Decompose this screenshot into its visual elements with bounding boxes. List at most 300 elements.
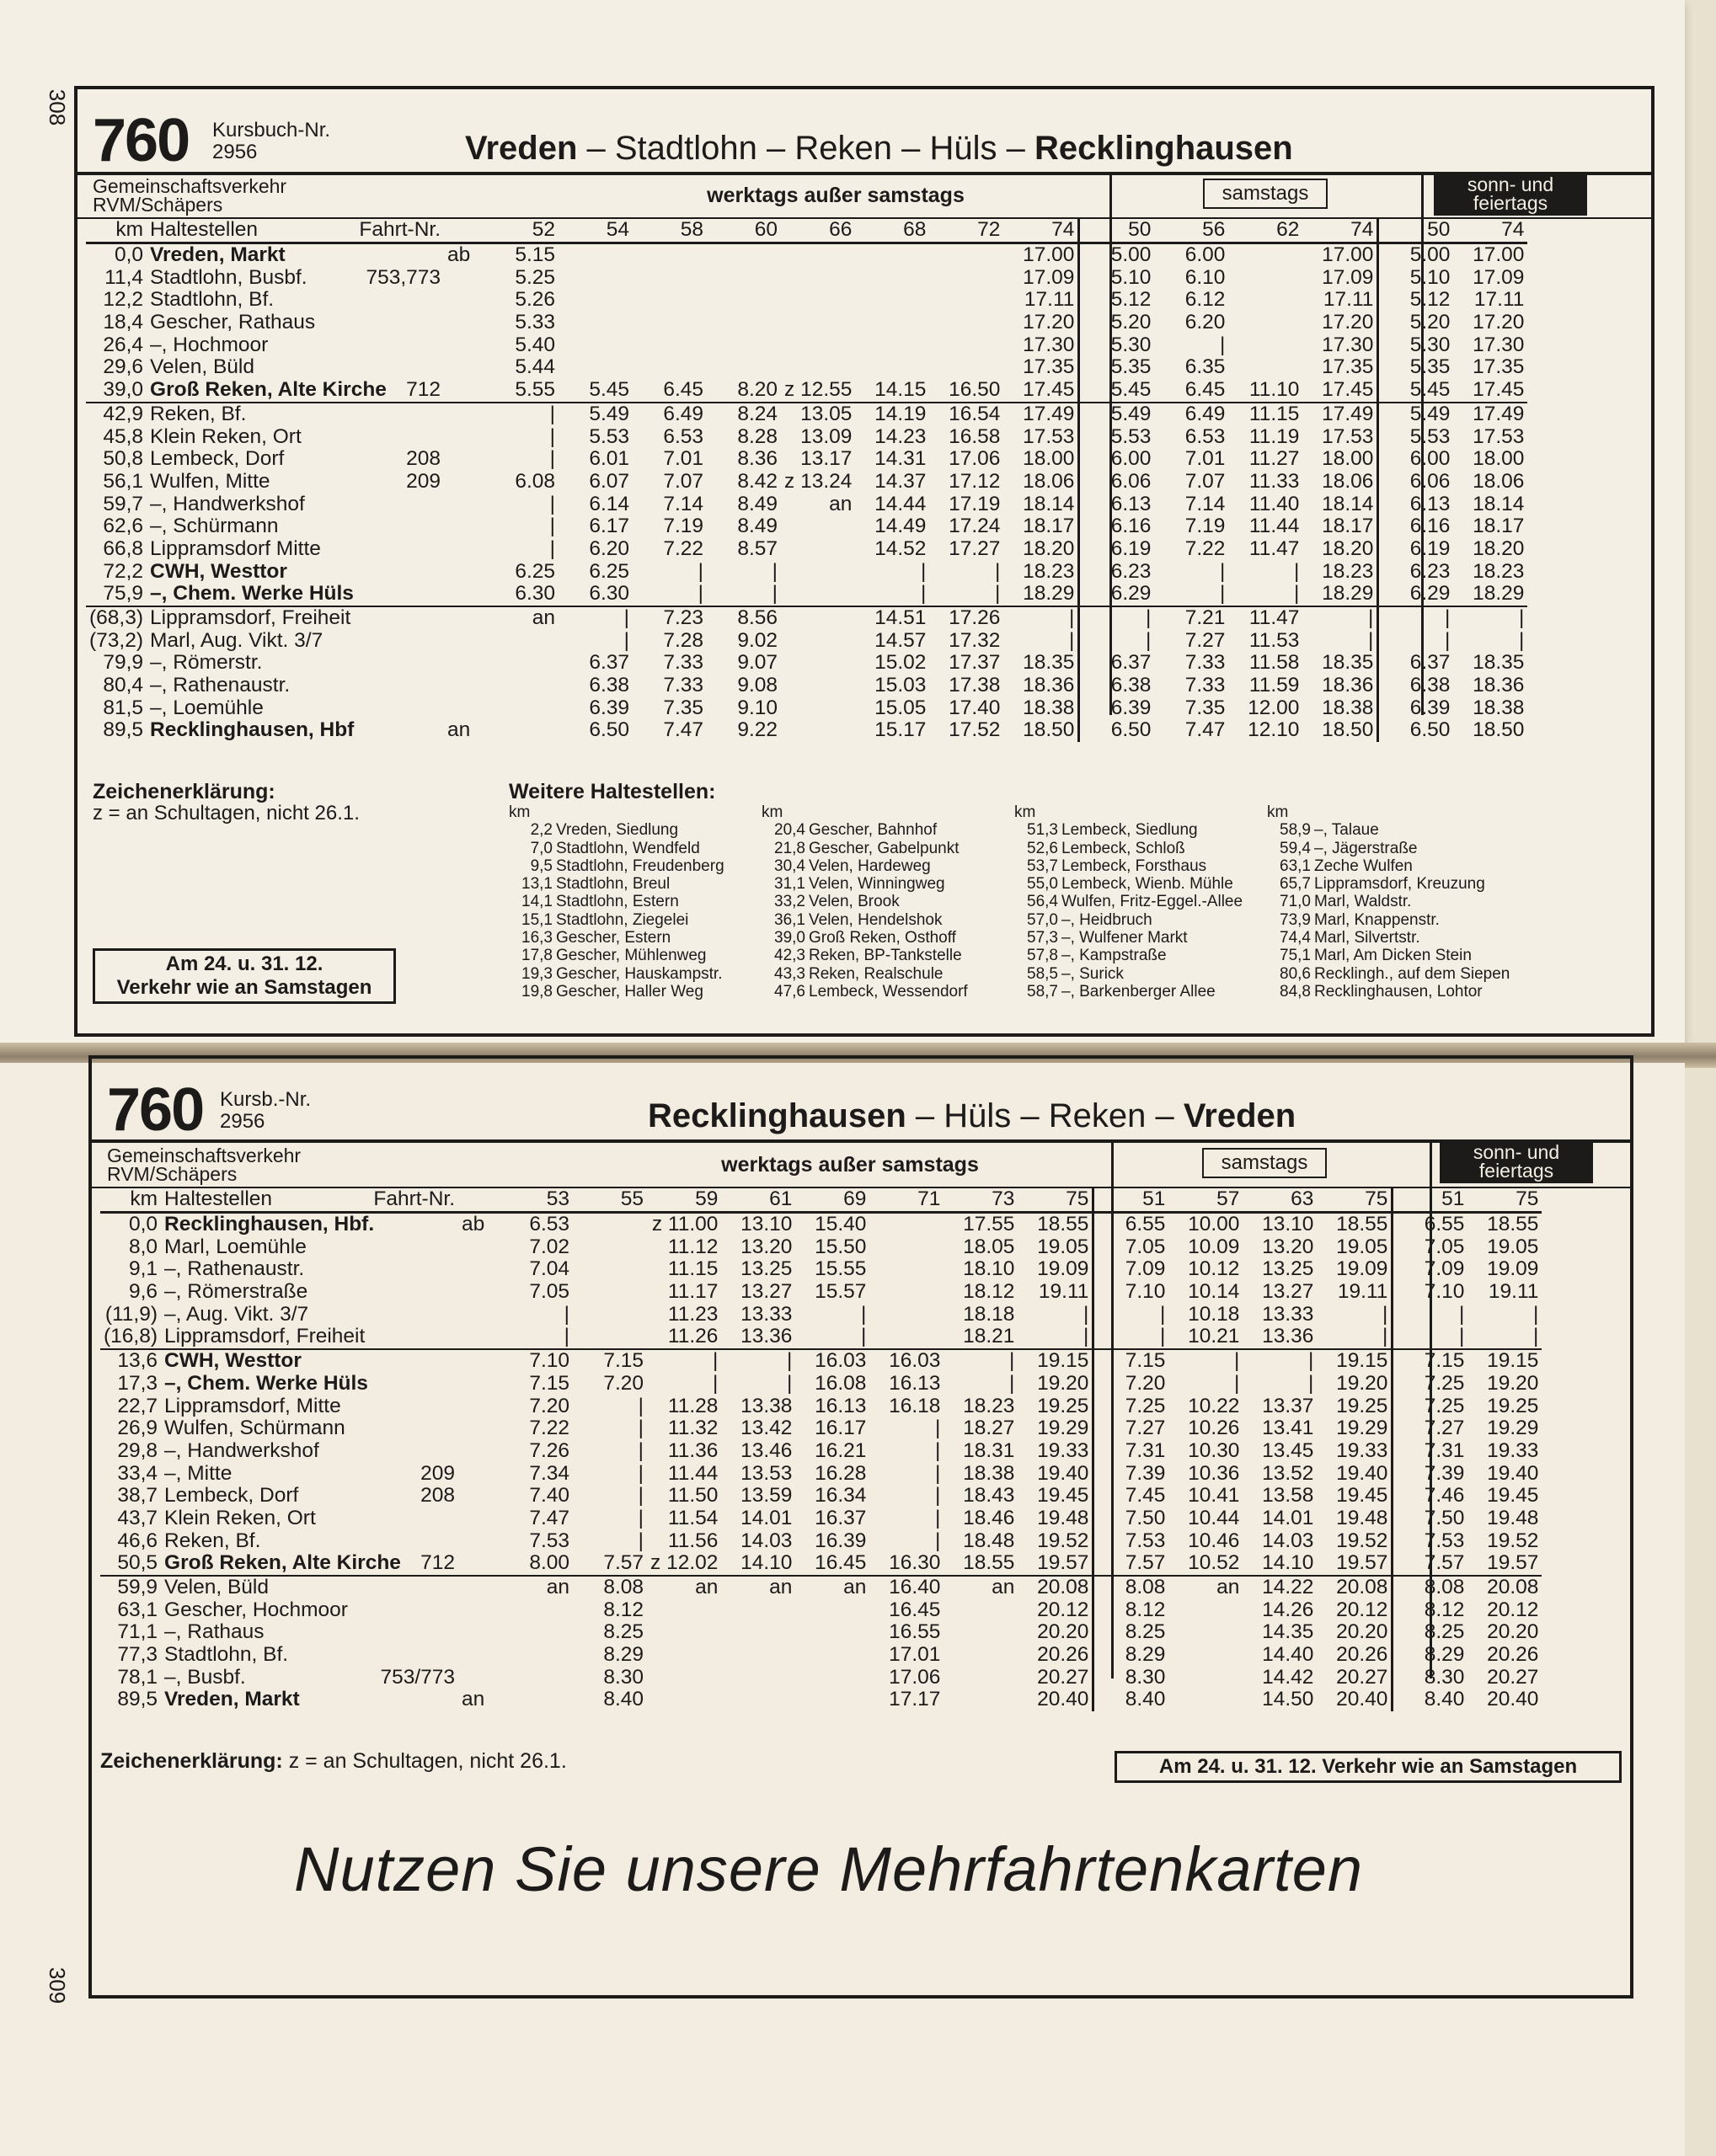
departure-time: 17.38 xyxy=(949,674,1001,697)
departure-time: | xyxy=(638,1484,644,1508)
holiday-note xyxy=(93,948,396,1004)
departure-time: | xyxy=(1083,1302,1089,1326)
departure-time: 20.27 xyxy=(1487,1665,1539,1689)
ab-an-marker xyxy=(444,403,484,426)
stop-name xyxy=(161,1644,458,1667)
stop-name: Marl, Knappenstr. xyxy=(1314,910,1440,929)
departure-time: 13.10 xyxy=(740,1213,793,1236)
km-value: 63,1 xyxy=(1280,857,1311,875)
trip-number: 52 xyxy=(532,218,556,242)
timetable-outbound xyxy=(86,219,1527,742)
departure-time: 18.23 xyxy=(1322,559,1374,583)
departure-time: 5.12 xyxy=(1079,289,1155,312)
departure-time xyxy=(1228,243,1302,266)
departure-time: 11.32 xyxy=(667,1417,719,1440)
stop-name: Velen, Winningweg xyxy=(809,875,945,894)
timetable-panel-outbound xyxy=(74,86,1655,1037)
departure-time: 15.05 xyxy=(874,696,927,719)
list-item xyxy=(762,840,968,857)
km-value: 26,4 xyxy=(103,333,144,356)
holiday-note-line-1: Am 24. u. 31. 12. xyxy=(165,953,323,975)
stop-label: Lippramsdorf, Freiheit xyxy=(150,606,351,630)
departure-time: 6.55 xyxy=(1093,1212,1169,1235)
trip-number: 51 xyxy=(1393,1188,1468,1212)
departure-time xyxy=(647,1644,721,1667)
table-row xyxy=(86,266,1527,289)
departure-time xyxy=(499,1598,573,1621)
table-row xyxy=(100,1235,1542,1258)
departure-time xyxy=(781,356,855,379)
stop-name: Stadtlohn, Breul xyxy=(556,875,671,894)
stop-name: –, Kampstraße xyxy=(1061,947,1167,965)
ab-an-marker xyxy=(458,1281,499,1304)
ab-an-marker xyxy=(458,1373,499,1396)
stop-label: –, Römerstraße xyxy=(164,1280,308,1304)
departure-time: z 12.02 xyxy=(647,1552,721,1576)
departure-time: 8.42 xyxy=(737,469,778,493)
stop-name: Velen, Hendelshok xyxy=(809,910,943,929)
departure-time: | xyxy=(1378,606,1454,630)
km-value: 78,1 xyxy=(117,1665,158,1689)
table-row xyxy=(100,1258,1542,1281)
departure-time: 6.30 xyxy=(484,583,559,606)
departure-time: 7.10 xyxy=(1393,1281,1468,1304)
table-row xyxy=(100,1281,1542,1304)
stop-name xyxy=(147,243,444,266)
ab-an-marker xyxy=(444,379,484,403)
list-item xyxy=(1014,875,1243,893)
departure-time: | xyxy=(995,559,1001,583)
departure-time: 13.36 xyxy=(1243,1326,1317,1349)
km-value: 29,6 xyxy=(103,355,144,379)
departure-time xyxy=(559,312,633,334)
table-row xyxy=(100,1212,1542,1235)
departure-time: 18.50 xyxy=(1473,718,1525,742)
departure-time: 5.26 xyxy=(515,288,556,312)
departure-time xyxy=(855,243,929,266)
departure-time: 18.20 xyxy=(1023,536,1075,560)
departure-time: 14.42 xyxy=(1262,1665,1314,1689)
departure-time: 8.30 xyxy=(603,1665,644,1689)
departure-time: 7.05 xyxy=(1093,1235,1169,1258)
ab-an-marker xyxy=(458,1508,499,1530)
departure-time: 7.40 xyxy=(529,1484,570,1508)
departure-time: 13.59 xyxy=(740,1484,793,1508)
km-value: 17,3 xyxy=(117,1371,158,1395)
departure-time: 18.12 xyxy=(963,1280,1015,1304)
km-value: 57,8 xyxy=(1027,947,1058,965)
departure-time: 19.33 xyxy=(1336,1438,1388,1462)
departure-time: 7.27 xyxy=(1393,1417,1468,1440)
departure-time xyxy=(781,312,855,334)
stop-name xyxy=(147,515,444,538)
list-item xyxy=(1267,965,1510,983)
departure-time: 6.19 xyxy=(1378,538,1454,561)
table-row xyxy=(86,606,1527,630)
departure-time: | xyxy=(1069,606,1075,630)
departure-time: 7.33 xyxy=(1184,651,1226,675)
departure-time: | xyxy=(1079,606,1155,630)
stop-label: Vreden, Markt xyxy=(164,1688,300,1711)
km-value: 73,9 xyxy=(1280,910,1311,929)
departure-time: | xyxy=(1093,1326,1169,1349)
trip-number: 73 xyxy=(992,1187,1015,1211)
departure-time: | xyxy=(1294,559,1300,583)
stop-name: –, Talaue xyxy=(1314,821,1379,840)
stop-name xyxy=(161,1440,458,1463)
stop-name xyxy=(161,1303,458,1326)
departure-time: 16.34 xyxy=(815,1484,867,1508)
departure-time: 16.58 xyxy=(949,424,1001,448)
departure-time xyxy=(559,289,633,312)
departure-time: | xyxy=(633,583,707,606)
departure-time: | xyxy=(549,515,556,538)
departure-time: 7.31 xyxy=(1093,1440,1169,1463)
km-value: 18,4 xyxy=(103,311,144,334)
departure-time xyxy=(633,334,707,356)
departure-time: 6.39 xyxy=(589,696,630,719)
ab-an-marker xyxy=(444,448,484,471)
departure-time xyxy=(707,312,781,334)
departure-time: 13.33 xyxy=(1262,1302,1314,1326)
kursbuch-number xyxy=(212,120,330,163)
departure-time: 6.37 xyxy=(589,651,630,675)
departure-time: 6.45 xyxy=(1154,379,1228,403)
departure-time: 11.59 xyxy=(1248,674,1300,697)
km-value: 57,0 xyxy=(1027,910,1058,929)
departure-time: 7.57 xyxy=(1093,1552,1169,1576)
list-item xyxy=(509,821,724,839)
km-value: (68,3) xyxy=(89,606,144,630)
group-saturdays: samstags xyxy=(1202,1148,1327,1178)
departure-time: 6.29 xyxy=(1079,583,1155,606)
stop-label: –, Rathaus xyxy=(164,1620,265,1644)
departure-time xyxy=(855,356,929,379)
departure-time: 17.12 xyxy=(949,469,1001,493)
departure-time xyxy=(707,266,781,289)
departure-time: | xyxy=(1220,333,1226,356)
stop-name xyxy=(161,1576,458,1599)
departure-time: 19.29 xyxy=(1487,1417,1539,1440)
list-item xyxy=(762,857,968,875)
departure-time: 18.29 xyxy=(1453,583,1527,606)
departure-time: | xyxy=(1079,629,1155,652)
ab-an-marker xyxy=(444,493,484,515)
departure-time: 7.50 xyxy=(1093,1508,1169,1530)
km-value: 33,4 xyxy=(117,1461,158,1485)
departure-time: 17.52 xyxy=(949,718,1001,742)
list-item xyxy=(1267,983,1510,1001)
departure-time: 17.24 xyxy=(949,515,1001,538)
operator-line-1: Gemeinschaftsverkehr xyxy=(93,175,287,197)
list-item xyxy=(1267,875,1510,893)
departure-time: 6.38 xyxy=(1378,675,1454,697)
departure-time: 12.10 xyxy=(1248,718,1300,742)
stop-name xyxy=(147,675,444,697)
departure-time xyxy=(1228,356,1302,379)
km-value: 9,5 xyxy=(530,857,553,875)
departure-time: 18.14 xyxy=(1322,492,1374,515)
departure-time: 7.39 xyxy=(1393,1462,1468,1485)
km-value: 89,5 xyxy=(117,1688,158,1711)
departure-time: 19.25 xyxy=(1336,1394,1388,1417)
stop-name xyxy=(161,1462,458,1485)
table-row xyxy=(100,1529,1542,1552)
trip-number: 55 xyxy=(620,1187,644,1211)
departure-time: 7.53 xyxy=(1093,1529,1169,1552)
departure-time: 16.03 xyxy=(889,1349,941,1373)
line-number: 760 xyxy=(93,107,190,174)
departure-time: 19.57 xyxy=(1467,1552,1542,1576)
departure-time: 6.13 xyxy=(1079,493,1155,515)
departure-time: 19.09 xyxy=(1336,1257,1388,1281)
departure-time: | xyxy=(549,536,556,560)
departure-time: 11.12 xyxy=(667,1235,719,1258)
departure-time: 18.17 xyxy=(1473,515,1525,538)
route-title xyxy=(648,1097,1296,1135)
departure-time: 17.11 xyxy=(1473,288,1525,312)
stop-name: –, Barkenberger Allee xyxy=(1061,982,1216,1001)
departure-time: 18.38 xyxy=(1473,696,1525,719)
departure-time: 13.09 xyxy=(800,424,853,448)
departure-time: 17.53 xyxy=(1322,424,1374,448)
departure-time: 13.41 xyxy=(1262,1417,1314,1440)
departure-time xyxy=(781,652,855,675)
departure-time: 7.04 xyxy=(529,1257,570,1281)
connection-ref: 753/773 xyxy=(380,1665,456,1689)
departure-time: 13.20 xyxy=(1262,1235,1314,1258)
departure-time: 18.46 xyxy=(963,1506,1015,1529)
departure-time: z 11.00 xyxy=(651,1213,719,1236)
timetable-inbound xyxy=(100,1188,1542,1711)
departure-time xyxy=(484,629,559,652)
stop-name xyxy=(147,289,444,312)
departure-time: 18.55 xyxy=(1487,1213,1539,1236)
list-item xyxy=(1267,893,1510,910)
departure-time: 10.44 xyxy=(1188,1506,1240,1529)
stop-name: Lembeck, Wienb. Mühle xyxy=(1061,875,1233,894)
departure-time xyxy=(499,1666,573,1689)
stop-name: Marl, Silvertstr. xyxy=(1314,929,1420,947)
departure-time: 17.49 xyxy=(1473,402,1525,425)
departure-time: 7.57 xyxy=(573,1552,647,1576)
departure-time: 6.53 xyxy=(1184,424,1226,448)
stop-label: Velen, Büld xyxy=(164,1576,269,1599)
departure-time: 19.25 xyxy=(1037,1394,1089,1417)
departure-time: 8.29 xyxy=(1093,1644,1169,1667)
departure-time: an xyxy=(992,1576,1015,1599)
departure-time: 16.17 xyxy=(815,1417,867,1440)
trip-number: 75 xyxy=(1066,1187,1089,1211)
departure-time: 6.10 xyxy=(1184,265,1226,289)
stop-name xyxy=(161,1281,458,1304)
departure-time: 14.31 xyxy=(874,447,927,471)
km-value: 14,1 xyxy=(521,893,553,911)
departure-time: 14.22 xyxy=(1262,1576,1314,1599)
list-item xyxy=(762,929,968,947)
departure-time: | xyxy=(787,1349,793,1373)
legend-title: Zeichenerklärung: xyxy=(100,1749,283,1773)
table-row xyxy=(100,1621,1542,1644)
departure-time: 5.10 xyxy=(1079,266,1155,289)
col-stop-label: Haltestellen xyxy=(164,1187,273,1211)
km-value: 80,4 xyxy=(103,674,144,697)
departure-time xyxy=(781,583,855,606)
table-row xyxy=(86,629,1527,652)
list-item xyxy=(509,857,724,875)
stop-label: –, Schürmann xyxy=(150,515,279,538)
departure-time: 11.44 xyxy=(667,1461,719,1485)
km-value: 2,2 xyxy=(530,821,553,840)
departure-time: 7.15 xyxy=(529,1371,570,1395)
stop-name: Groß Reken, Osthoff xyxy=(809,929,956,947)
km-value: 80,6 xyxy=(1280,964,1311,983)
departure-time: 18.35 xyxy=(1023,651,1075,675)
list-item xyxy=(509,875,724,893)
list-item xyxy=(509,965,724,983)
route-part: Recklinghausen xyxy=(1034,130,1293,167)
departure-time: 7.07 xyxy=(1184,469,1226,493)
departure-time: 8.30 xyxy=(1093,1666,1169,1689)
departure-time: 7.20 xyxy=(603,1371,644,1395)
departure-time: | xyxy=(713,1349,719,1373)
departure-time: 11.26 xyxy=(647,1326,721,1349)
departure-time: 18.55 xyxy=(944,1552,1018,1576)
departure-time: 8.36 xyxy=(737,447,778,471)
departure-time: 6.50 xyxy=(589,718,630,742)
departure-time: 7.15 xyxy=(603,1349,644,1373)
departure-time: 6.13 xyxy=(1378,493,1454,515)
departure-time xyxy=(484,696,559,719)
table-row xyxy=(86,379,1527,403)
departure-time: 7.02 xyxy=(529,1235,570,1258)
stop-name: Gescher, Hauskampstr. xyxy=(556,964,723,983)
departure-time xyxy=(573,1258,647,1281)
stop-name: Lembeck, Siedlung xyxy=(1061,821,1198,840)
departure-time: 15.03 xyxy=(874,674,927,697)
departure-time: 20.12 xyxy=(1487,1598,1539,1621)
stop-name: –, Jägerstraße xyxy=(1314,839,1418,857)
departure-time: 5.45 xyxy=(559,379,633,403)
departure-time: 13.05 xyxy=(800,402,853,425)
stop-name: Stadtlohn, Estern xyxy=(556,893,679,911)
departure-time: 17.37 xyxy=(949,651,1001,675)
stop-label: –, Loemühle xyxy=(150,696,264,719)
departure-time xyxy=(484,675,559,697)
connection-ref: 208 xyxy=(406,447,441,471)
departure-time: 19.40 xyxy=(1037,1461,1089,1485)
km-value: 8,0 xyxy=(128,1235,158,1258)
departure-time xyxy=(633,266,707,289)
stop-name: Velen, Hardeweg xyxy=(809,857,931,875)
departure-time: 19.48 xyxy=(1487,1506,1539,1529)
departure-time: 7.09 xyxy=(1093,1258,1169,1281)
stop-name: Marl, Am Dicken Stein xyxy=(1314,947,1472,965)
km-value: 50,8 xyxy=(103,447,144,471)
departure-time: 6.00 xyxy=(1378,448,1454,471)
departure-time xyxy=(781,538,855,561)
departure-time: 7.19 xyxy=(663,515,704,538)
departure-time: 7.57 xyxy=(1393,1552,1468,1576)
departure-time: 10.52 xyxy=(1168,1552,1243,1576)
departure-time: 18.00 xyxy=(1322,447,1374,471)
departure-time xyxy=(1168,1644,1243,1667)
advert-text: Nutzen Sie unsere Mehrfahrtenkarten xyxy=(294,1834,1364,1904)
departure-time: 19.40 xyxy=(1336,1461,1388,1485)
table-row xyxy=(86,583,1527,606)
departure-time: 19.45 xyxy=(1336,1484,1388,1508)
departure-time xyxy=(869,1212,944,1235)
departure-time: 5.00 xyxy=(1378,243,1454,266)
km-value: 11,4 xyxy=(104,265,144,289)
table-row xyxy=(100,1303,1542,1326)
departure-time: 14.44 xyxy=(874,492,927,515)
departure-time: 14.03 xyxy=(1262,1529,1314,1552)
departure-time: 10.21 xyxy=(1168,1326,1243,1349)
departure-time: | xyxy=(787,1371,793,1395)
ab-an-marker xyxy=(444,629,484,652)
departure-time xyxy=(707,289,781,312)
departure-time: 18.38 xyxy=(963,1461,1015,1485)
stop-name xyxy=(161,1417,458,1440)
ab-an-marker xyxy=(444,538,484,561)
stop-name: Stadtlohn, Ziegelei xyxy=(556,910,689,929)
list-item xyxy=(1267,857,1510,875)
departure-time: 19.20 xyxy=(1336,1371,1388,1395)
departure-time: 18.00 xyxy=(1023,447,1075,471)
departure-time xyxy=(721,1666,795,1689)
departure-time xyxy=(484,719,559,742)
departure-time: 13.46 xyxy=(740,1438,793,1462)
departure-time: 20.12 xyxy=(1336,1598,1388,1621)
list-item xyxy=(509,911,724,929)
list-item xyxy=(1014,840,1243,857)
departure-time: | xyxy=(549,402,556,425)
km-heading: km xyxy=(762,803,783,821)
header-row xyxy=(100,1188,1542,1212)
departure-time: 7.21 xyxy=(1184,606,1226,630)
km-value: 22,7 xyxy=(117,1394,158,1417)
departure-time: 5.49 xyxy=(1079,403,1155,426)
departure-time: | xyxy=(1069,628,1075,652)
table-row xyxy=(100,1689,1542,1711)
table-row xyxy=(86,448,1527,471)
departure-time xyxy=(647,1621,721,1644)
departure-time: 5.55 xyxy=(484,379,559,403)
departure-time: 18.18 xyxy=(963,1302,1015,1326)
km-value: (16,8) xyxy=(100,1326,161,1349)
departure-time: | xyxy=(861,1302,867,1326)
departure-time: 20.20 xyxy=(1037,1620,1089,1644)
km-value: 56,1 xyxy=(103,469,144,493)
stop-name xyxy=(161,1258,458,1281)
departure-time: 7.05 xyxy=(529,1280,570,1304)
stop-name xyxy=(147,471,444,494)
departure-time: | xyxy=(1154,583,1228,606)
departure-time: | xyxy=(1009,1371,1015,1395)
departure-time xyxy=(855,334,929,356)
departure-time: 11.15 xyxy=(1248,402,1300,425)
departure-time: 13.25 xyxy=(1262,1257,1314,1281)
ab-an-marker xyxy=(444,515,484,538)
list-item xyxy=(509,929,724,947)
departure-time: 20.40 xyxy=(1037,1688,1089,1711)
list-item xyxy=(1014,821,1243,839)
operator-line-2: RVM/Schäpers xyxy=(93,194,223,216)
stop-name: Gescher, Estern xyxy=(556,929,671,947)
departure-time: 5.40 xyxy=(515,333,556,356)
departure-time xyxy=(559,334,633,356)
